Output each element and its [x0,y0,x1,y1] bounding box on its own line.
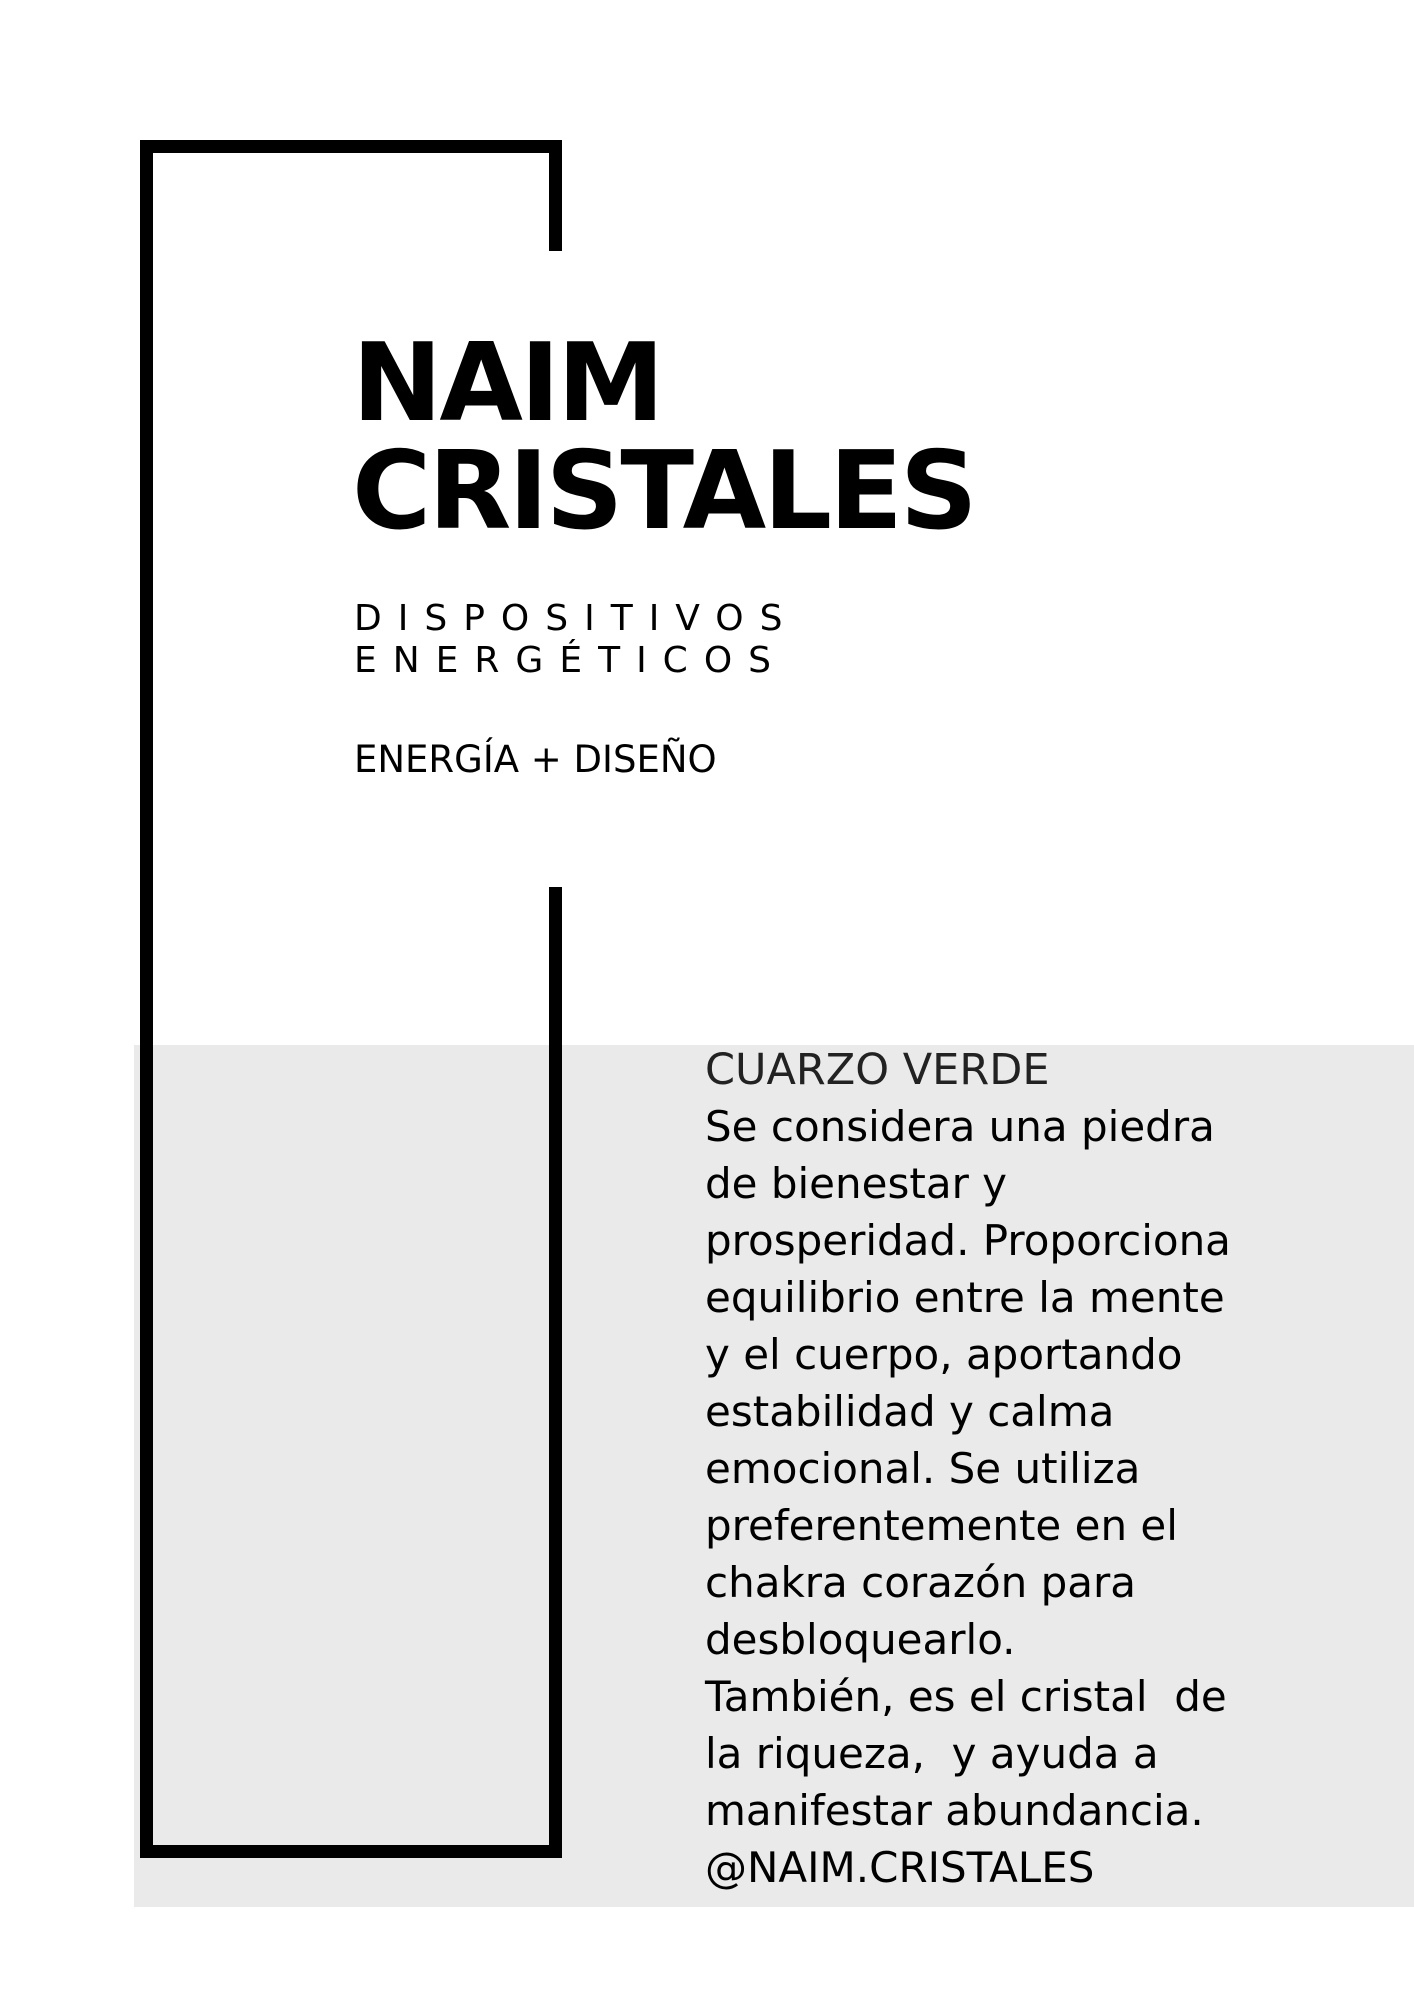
frame-right-lower-bar [549,887,562,1858]
frame-left-bar [140,140,153,1858]
brand-subtitle [354,598,799,682]
description-line: prosperidad. Proporciona [705,1216,1231,1265]
description-line: Se considera una piedra [705,1102,1215,1151]
subtitle-line-1: DISPOSITIVOS [354,598,799,639]
description-line: preferentemente en el [705,1501,1178,1550]
frame-top-bar [140,140,562,153]
instagram-handle: @NAIM.CRISTALES [705,1843,1095,1892]
description-line: de bienestar y [705,1159,1008,1208]
subtitle-line-2: ENERGÉTICOS [354,640,788,681]
crystal-description [705,1042,1405,1896]
description-line: manifestar abundancia. [705,1786,1204,1835]
description-line: chakra corazón para [705,1558,1137,1607]
description-line: desbloquearlo. [705,1615,1016,1664]
description-line: equilibrio entre la mente [705,1273,1225,1322]
description-line: y el cuerpo, aportando [705,1330,1183,1379]
description-line: También, es el cristal de [705,1672,1227,1721]
tagline: ENERGÍA + DISEÑO [354,738,717,781]
frame-right-upper-bar [549,140,562,251]
description-line: la riqueza, y ayuda a [705,1729,1159,1778]
brand-title [352,321,975,554]
brand-title-line-2: CRISTALES [352,429,975,554]
frame-bottom-bar [140,1845,562,1858]
description-line: estabilidad y calma [705,1387,1115,1436]
crystal-heading: CUARZO VERDE [705,1045,1050,1095]
brand-title-line-1: NAIM [352,321,662,446]
description-line: emocional. Se utiliza [705,1444,1141,1493]
